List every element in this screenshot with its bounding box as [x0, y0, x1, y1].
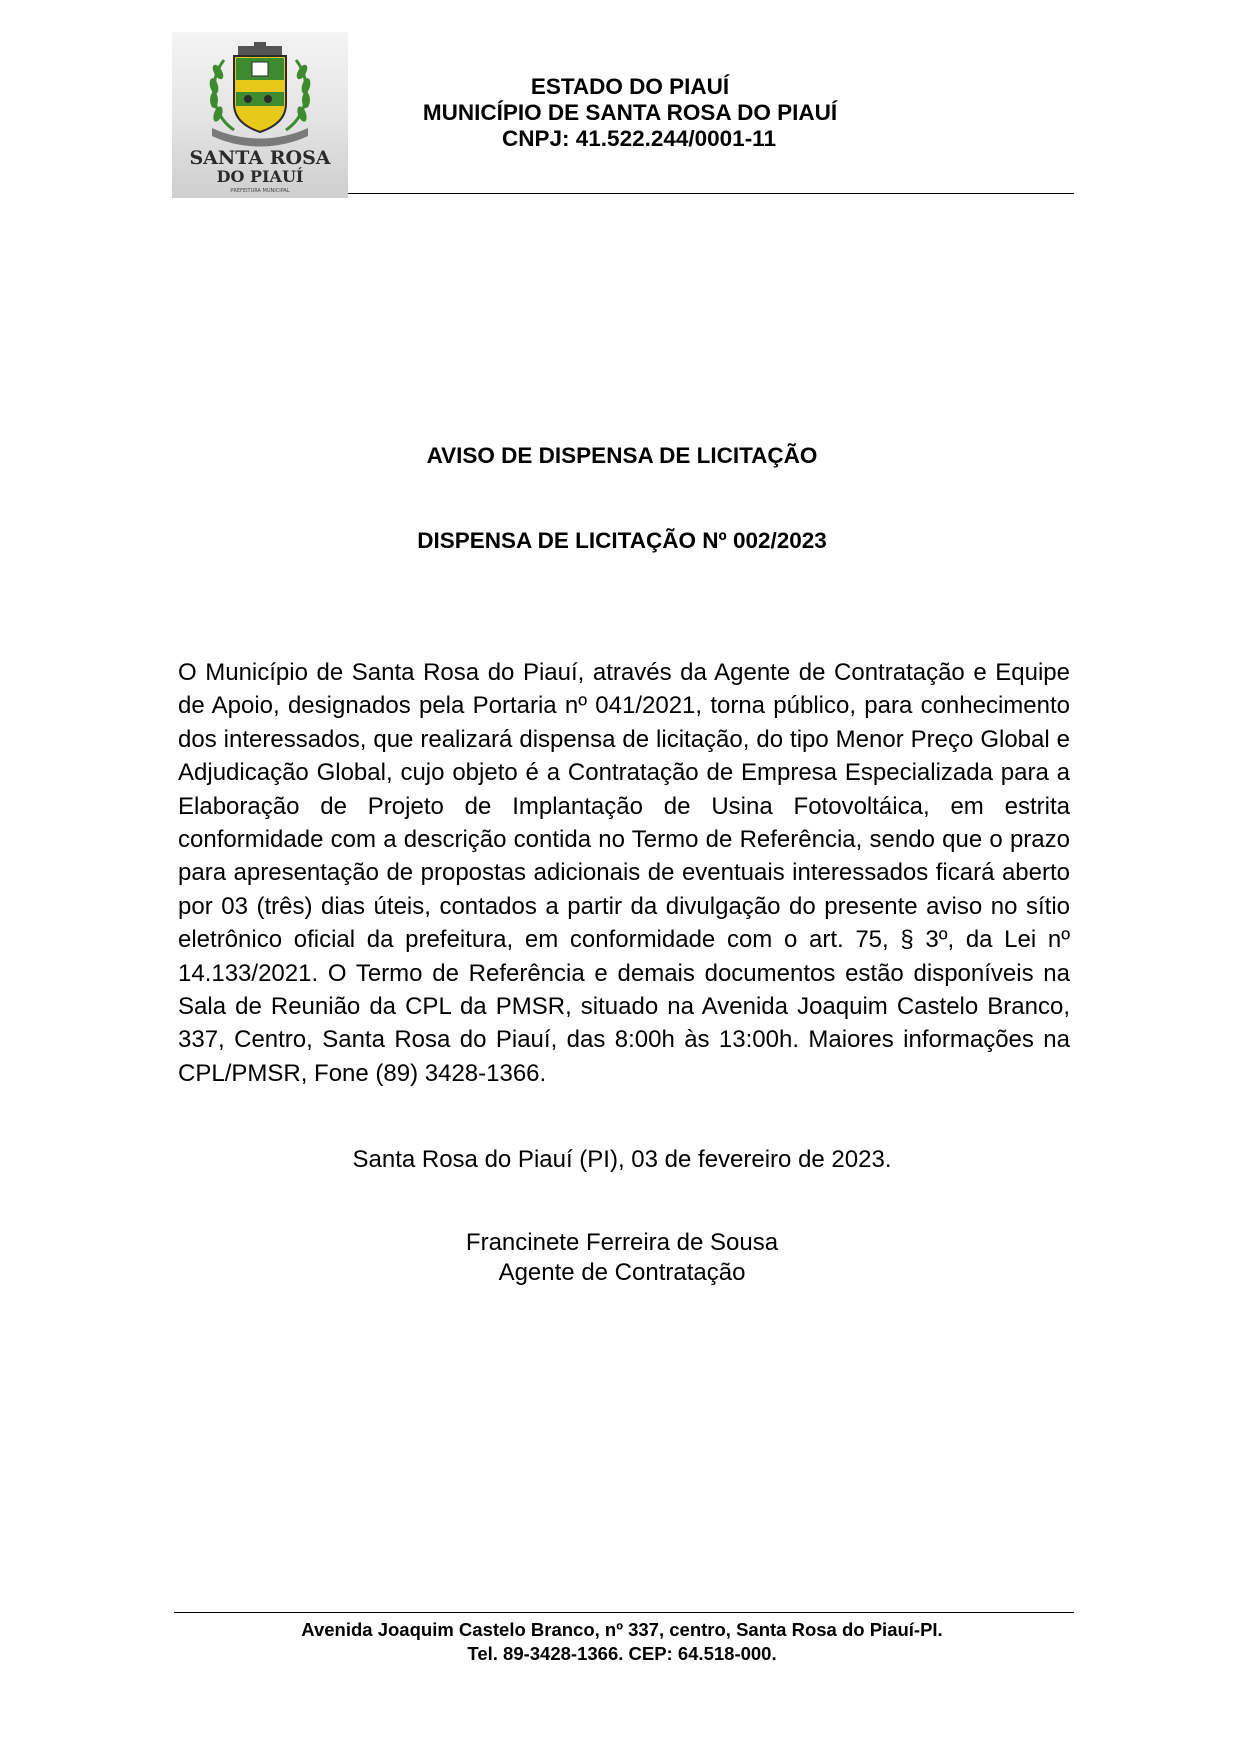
signature-block [172, 1228, 1072, 1288]
signatory-role: Agente de Contratação [498, 1259, 746, 1286]
footer-address: Avenida Joaquim Castelo Branco, nº 337, centro, Santa Rosa do Piauí-PI. [301, 1619, 943, 1640]
logo-text-line1: SANTA ROSA [189, 147, 331, 169]
document-subtitle: DISPENSA DE LICITAÇÃO Nº 002/2023 [417, 528, 827, 553]
logo-text-line2: DO PIAUÍ [216, 167, 304, 186]
header-state: ESTADO DO PIAUÍ [530, 74, 730, 99]
header-cnpj: CNPJ: 41.522.244/0001-11 [502, 126, 776, 151]
footer-contact: Tel. 89-3428-1366. CEP: 64.518-000. [467, 1643, 777, 1664]
notice-body: O Município de Santa Rosa do Piauí, através da Agente de Contratação e Equipe de Apoio, designados pela Portaria nº 041/2021, torna público, para conhecimento dos interessados, que realizará dispensa de licitação, do tipo Menor Preço Global e Adjudicação Global, cujo objeto é a Contratação de Empresa Especializada para a Elaboração de Projeto de Implantação de Usina Fotovoltáica, em estrita conformidade com a descrição contida no Termo de Referência, sendo que o prazo para apresentação de propostas adicionais de eventuais interessados ficará aberto por 03 (três) dias úteis, contados a partir da divulgação do presente aviso no sítio eletrônico oficial da prefeitura, em conformidade com o art. 75, § 3º, da Lei nº 14.133/2021. O Termo de Referência e demais documentos estão disponíveis na Sala de Reunião da CPL da PMSR, situado na Avenida Joaquim Castelo Branco, 337, Centro, Santa Rosa do Piauí, das 8:00h às 13:00h. Maiores informações na CPL/PMSR, Fone (89) 3428-1366. [178, 659, 1070, 1087]
footer [172, 1618, 1072, 1666]
footer-divider [174, 1612, 1074, 1613]
header-divider [348, 193, 1074, 194]
header-municipality: MUNICÍPIO DE SANTA ROSA DO PIAUÍ [422, 100, 838, 125]
date-line: Santa Rosa do Piauí (PI), 03 de fevereiro de 2023. [352, 1146, 892, 1173]
municipal-coat-of-arms-icon [172, 32, 348, 198]
municipal-logo [172, 32, 348, 198]
document-title: AVISO DE DISPENSA DE LICITAÇÃO [426, 443, 818, 468]
letterhead [360, 74, 900, 152]
signatory-name: Francinete Ferreira de Sousa [465, 1229, 779, 1256]
logo-text-line3: PREFEITURA MUNICIPAL [230, 188, 290, 194]
